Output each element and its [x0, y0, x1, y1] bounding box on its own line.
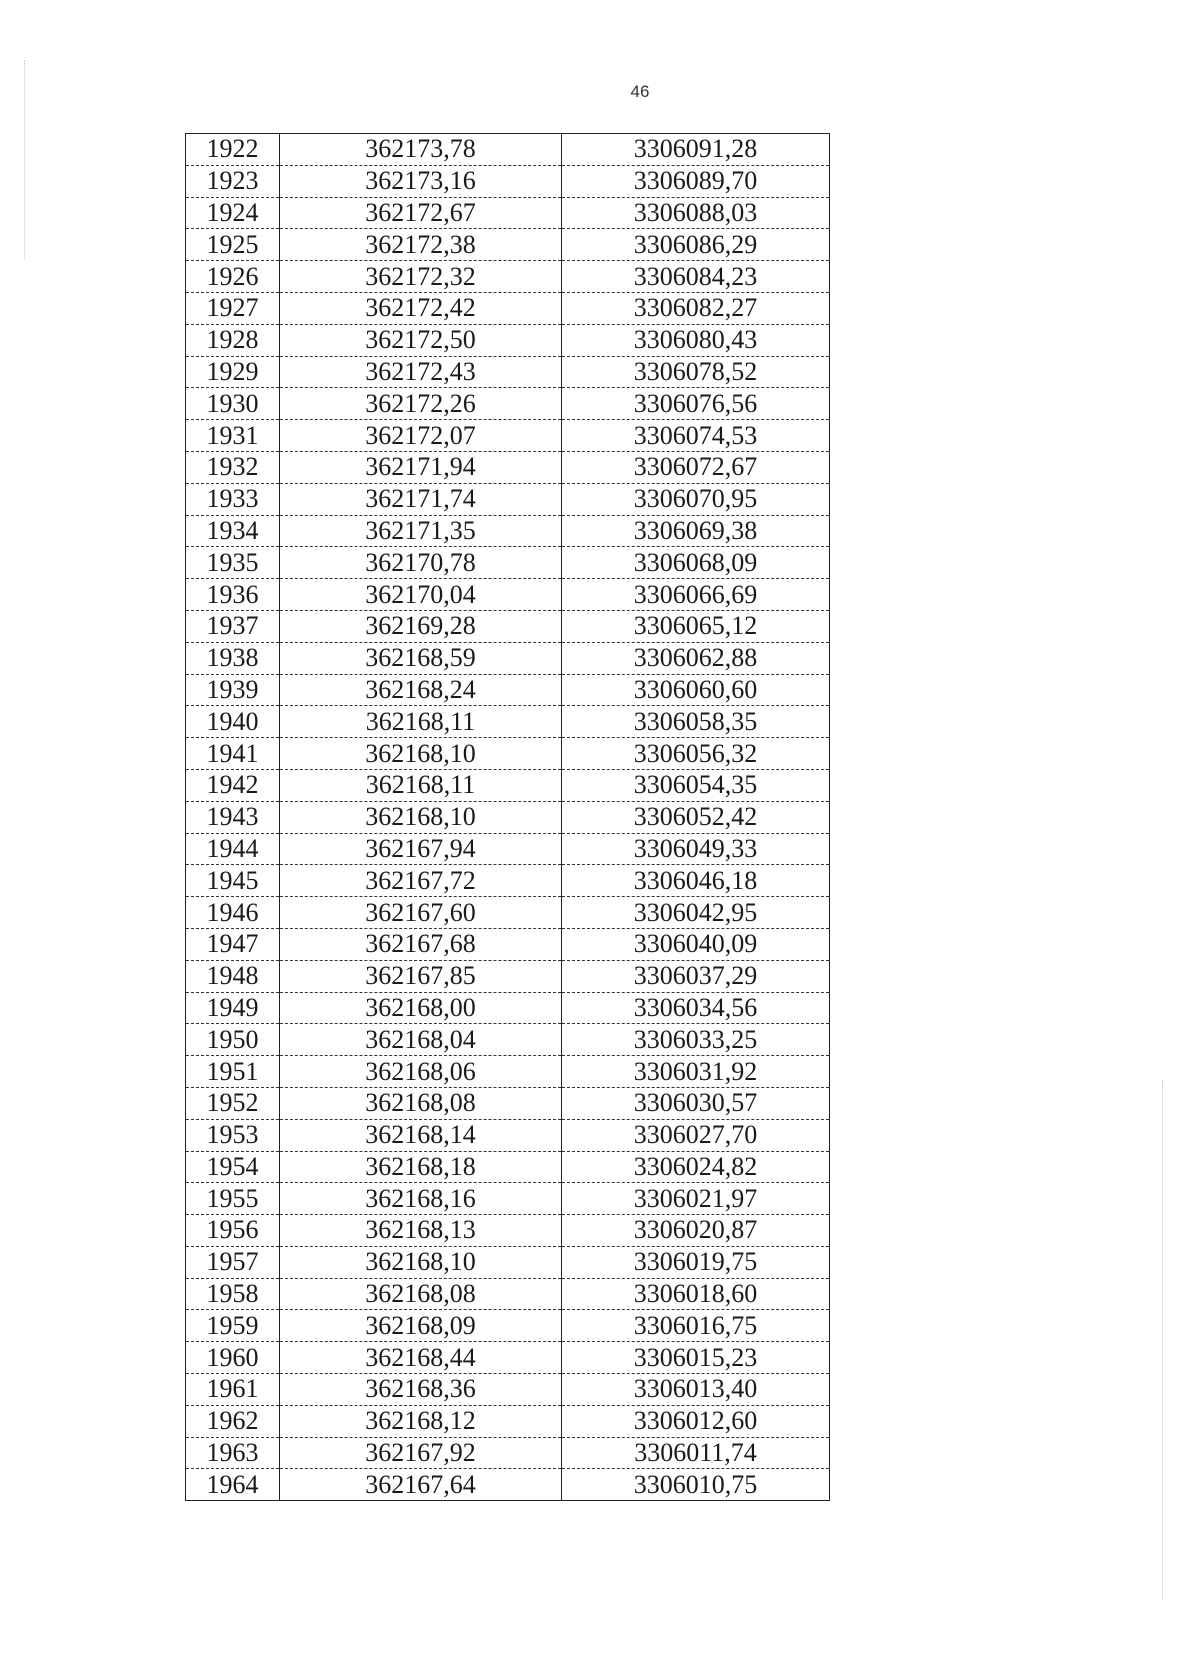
point-number-cell: 1946 — [186, 897, 280, 929]
x-coordinate-cell: 362168,11 — [280, 706, 562, 738]
table-row — [186, 515, 830, 547]
table-row — [186, 420, 830, 452]
x-coordinate-cell: 362167,60 — [280, 897, 562, 929]
x-coordinate-cell: 362168,11 — [280, 769, 562, 801]
x-coordinate-cell: 362168,44 — [280, 1342, 562, 1374]
y-coordinate-cell: 3306078,52 — [562, 356, 830, 388]
point-number-cell: 1936 — [186, 579, 280, 611]
x-coordinate-cell: 362172,50 — [280, 324, 562, 356]
table-row — [186, 1056, 830, 1088]
y-coordinate-cell: 3306033,25 — [562, 1024, 830, 1056]
x-coordinate-cell: 362168,10 — [280, 801, 562, 833]
x-coordinate-cell: 362168,09 — [280, 1310, 562, 1342]
table-row — [186, 897, 830, 929]
y-coordinate-cell: 3306037,29 — [562, 960, 830, 992]
point-number-cell: 1940 — [186, 706, 280, 738]
point-number-cell: 1950 — [186, 1024, 280, 1056]
x-coordinate-cell: 362168,08 — [280, 1278, 562, 1310]
point-number-cell: 1943 — [186, 801, 280, 833]
table-row — [186, 1278, 830, 1310]
y-coordinate-cell: 3306010,75 — [562, 1469, 830, 1501]
x-coordinate-cell: 362168,36 — [280, 1374, 562, 1406]
point-number-cell: 1957 — [186, 1246, 280, 1278]
point-number-cell: 1934 — [186, 515, 280, 547]
table-row — [186, 197, 830, 229]
point-number-cell: 1951 — [186, 1056, 280, 1088]
table-row — [186, 451, 830, 483]
x-coordinate-cell: 362173,16 — [280, 165, 562, 197]
y-coordinate-cell: 3306088,03 — [562, 197, 830, 229]
y-coordinate-cell: 3306091,28 — [562, 134, 830, 166]
x-coordinate-cell: 362173,78 — [280, 134, 562, 166]
point-number-cell: 1959 — [186, 1310, 280, 1342]
x-coordinate-cell: 362171,74 — [280, 483, 562, 515]
point-number-cell: 1947 — [186, 928, 280, 960]
x-coordinate-cell: 362168,24 — [280, 674, 562, 706]
x-coordinate-cell: 362168,14 — [280, 1119, 562, 1151]
point-number-cell: 1963 — [186, 1437, 280, 1469]
table-row — [186, 261, 830, 293]
point-number-cell: 1932 — [186, 451, 280, 483]
coordinate-table-body — [186, 134, 830, 1501]
point-number-cell: 1942 — [186, 769, 280, 801]
y-coordinate-cell: 3306066,69 — [562, 579, 830, 611]
y-coordinate-cell: 3306020,87 — [562, 1215, 830, 1247]
point-number-cell: 1923 — [186, 165, 280, 197]
y-coordinate-cell: 3306082,27 — [562, 292, 830, 324]
table-row — [186, 134, 830, 166]
table-row — [186, 547, 830, 579]
x-coordinate-cell: 362169,28 — [280, 610, 562, 642]
x-coordinate-cell: 362172,26 — [280, 388, 562, 420]
y-coordinate-cell: 3306016,75 — [562, 1310, 830, 1342]
table-row — [186, 1342, 830, 1374]
point-number-cell: 1945 — [186, 865, 280, 897]
point-number-cell: 1933 — [186, 483, 280, 515]
table-row — [186, 674, 830, 706]
y-coordinate-cell: 3306021,97 — [562, 1183, 830, 1215]
y-coordinate-cell: 3306084,23 — [562, 261, 830, 293]
x-coordinate-cell: 362167,64 — [280, 1469, 562, 1501]
y-coordinate-cell: 3306060,60 — [562, 674, 830, 706]
table-row — [186, 610, 830, 642]
point-number-cell: 1952 — [186, 1087, 280, 1119]
table-row — [186, 229, 830, 261]
table-row — [186, 865, 830, 897]
x-coordinate-cell: 362172,38 — [280, 229, 562, 261]
table-row — [186, 1437, 830, 1469]
point-number-cell: 1953 — [186, 1119, 280, 1151]
y-coordinate-cell: 3306024,82 — [562, 1151, 830, 1183]
point-number-cell: 1926 — [186, 261, 280, 293]
x-coordinate-cell: 362167,85 — [280, 960, 562, 992]
table-row — [186, 165, 830, 197]
point-number-cell: 1935 — [186, 547, 280, 579]
y-coordinate-cell: 3306074,53 — [562, 420, 830, 452]
y-coordinate-cell: 3306046,18 — [562, 865, 830, 897]
x-coordinate-cell: 362168,08 — [280, 1087, 562, 1119]
point-number-cell: 1937 — [186, 610, 280, 642]
table-row — [186, 1215, 830, 1247]
table-row — [186, 579, 830, 611]
table-row — [186, 706, 830, 738]
point-number-cell: 1949 — [186, 992, 280, 1024]
table-row — [186, 356, 830, 388]
x-coordinate-cell: 362172,07 — [280, 420, 562, 452]
x-coordinate-cell: 362171,35 — [280, 515, 562, 547]
y-coordinate-cell: 3306056,32 — [562, 738, 830, 770]
point-number-cell: 1955 — [186, 1183, 280, 1215]
y-coordinate-cell: 3306030,57 — [562, 1087, 830, 1119]
x-coordinate-cell: 362172,67 — [280, 197, 562, 229]
page-number: 46 — [630, 82, 650, 101]
y-coordinate-cell: 3306018,60 — [562, 1278, 830, 1310]
point-number-cell: 1964 — [186, 1469, 280, 1501]
point-number-cell: 1961 — [186, 1374, 280, 1406]
y-coordinate-cell: 3306052,42 — [562, 801, 830, 833]
table-row — [186, 1119, 830, 1151]
x-coordinate-cell: 362168,04 — [280, 1024, 562, 1056]
y-coordinate-cell: 3306068,09 — [562, 547, 830, 579]
y-coordinate-cell: 3306089,70 — [562, 165, 830, 197]
x-coordinate-cell: 362168,13 — [280, 1215, 562, 1247]
point-number-cell: 1929 — [186, 356, 280, 388]
table-row — [186, 960, 830, 992]
point-number-cell: 1924 — [186, 197, 280, 229]
x-coordinate-cell: 362172,42 — [280, 292, 562, 324]
table-row — [186, 324, 830, 356]
table-row — [186, 833, 830, 865]
table-row — [186, 738, 830, 770]
point-number-cell: 1960 — [186, 1342, 280, 1374]
y-coordinate-cell: 3306069,38 — [562, 515, 830, 547]
point-number-cell: 1931 — [186, 420, 280, 452]
y-coordinate-cell: 3306015,23 — [562, 1342, 830, 1374]
x-coordinate-cell: 362170,78 — [280, 547, 562, 579]
point-number-cell: 1944 — [186, 833, 280, 865]
x-coordinate-cell: 362168,06 — [280, 1056, 562, 1088]
table-row — [186, 1151, 830, 1183]
x-coordinate-cell: 362170,04 — [280, 579, 562, 611]
point-number-cell: 1958 — [186, 1278, 280, 1310]
scan-artifact-right — [1162, 1080, 1163, 1600]
x-coordinate-cell: 362168,18 — [280, 1151, 562, 1183]
point-number-cell: 1927 — [186, 292, 280, 324]
point-number-cell: 1925 — [186, 229, 280, 261]
x-coordinate-cell: 362168,16 — [280, 1183, 562, 1215]
y-coordinate-cell: 3306034,56 — [562, 992, 830, 1024]
x-coordinate-cell: 362167,68 — [280, 928, 562, 960]
table-row — [186, 1469, 830, 1501]
y-coordinate-cell: 3306065,12 — [562, 610, 830, 642]
table-row — [186, 1183, 830, 1215]
point-number-cell: 1938 — [186, 642, 280, 674]
point-number-cell: 1930 — [186, 388, 280, 420]
point-number-cell: 1941 — [186, 738, 280, 770]
table-row — [186, 483, 830, 515]
y-coordinate-cell: 3306072,67 — [562, 451, 830, 483]
x-coordinate-cell: 362167,72 — [280, 865, 562, 897]
y-coordinate-cell: 3306013,40 — [562, 1374, 830, 1406]
point-number-cell: 1928 — [186, 324, 280, 356]
x-coordinate-cell: 362168,59 — [280, 642, 562, 674]
table-row — [186, 1087, 830, 1119]
y-coordinate-cell: 3306070,95 — [562, 483, 830, 515]
y-coordinate-cell: 3306076,56 — [562, 388, 830, 420]
point-number-cell: 1954 — [186, 1151, 280, 1183]
y-coordinate-cell: 3306040,09 — [562, 928, 830, 960]
point-number-cell: 1948 — [186, 960, 280, 992]
y-coordinate-cell: 3306019,75 — [562, 1246, 830, 1278]
point-number-cell: 1956 — [186, 1215, 280, 1247]
y-coordinate-cell: 3306086,29 — [562, 229, 830, 261]
table-row — [186, 1310, 830, 1342]
y-coordinate-cell: 3306049,33 — [562, 833, 830, 865]
y-coordinate-cell: 3306080,43 — [562, 324, 830, 356]
x-coordinate-cell: 362168,12 — [280, 1405, 562, 1437]
table-row — [186, 1405, 830, 1437]
coordinate-table — [185, 133, 830, 1501]
point-number-cell: 1922 — [186, 134, 280, 166]
x-coordinate-cell: 362171,94 — [280, 451, 562, 483]
table-row — [186, 642, 830, 674]
table-row — [186, 292, 830, 324]
x-coordinate-cell: 362172,32 — [280, 261, 562, 293]
table-row — [186, 1024, 830, 1056]
y-coordinate-cell: 3306027,70 — [562, 1119, 830, 1151]
y-coordinate-cell: 3306042,95 — [562, 897, 830, 929]
x-coordinate-cell: 362172,43 — [280, 356, 562, 388]
x-coordinate-cell: 362168,00 — [280, 992, 562, 1024]
table-row — [186, 928, 830, 960]
x-coordinate-cell: 362167,92 — [280, 1437, 562, 1469]
table-row — [186, 992, 830, 1024]
y-coordinate-cell: 3306054,35 — [562, 769, 830, 801]
table-row — [186, 1374, 830, 1406]
point-number-cell: 1939 — [186, 674, 280, 706]
table-row — [186, 388, 830, 420]
point-number-cell: 1962 — [186, 1405, 280, 1437]
x-coordinate-cell: 362168,10 — [280, 1246, 562, 1278]
x-coordinate-cell: 362168,10 — [280, 738, 562, 770]
x-coordinate-cell: 362167,94 — [280, 833, 562, 865]
table-row — [186, 801, 830, 833]
y-coordinate-cell: 3306062,88 — [562, 642, 830, 674]
y-coordinate-cell: 3306058,35 — [562, 706, 830, 738]
y-coordinate-cell: 3306031,92 — [562, 1056, 830, 1088]
y-coordinate-cell: 3306011,74 — [562, 1437, 830, 1469]
table-row — [186, 769, 830, 801]
table-row — [186, 1246, 830, 1278]
y-coordinate-cell: 3306012,60 — [562, 1405, 830, 1437]
